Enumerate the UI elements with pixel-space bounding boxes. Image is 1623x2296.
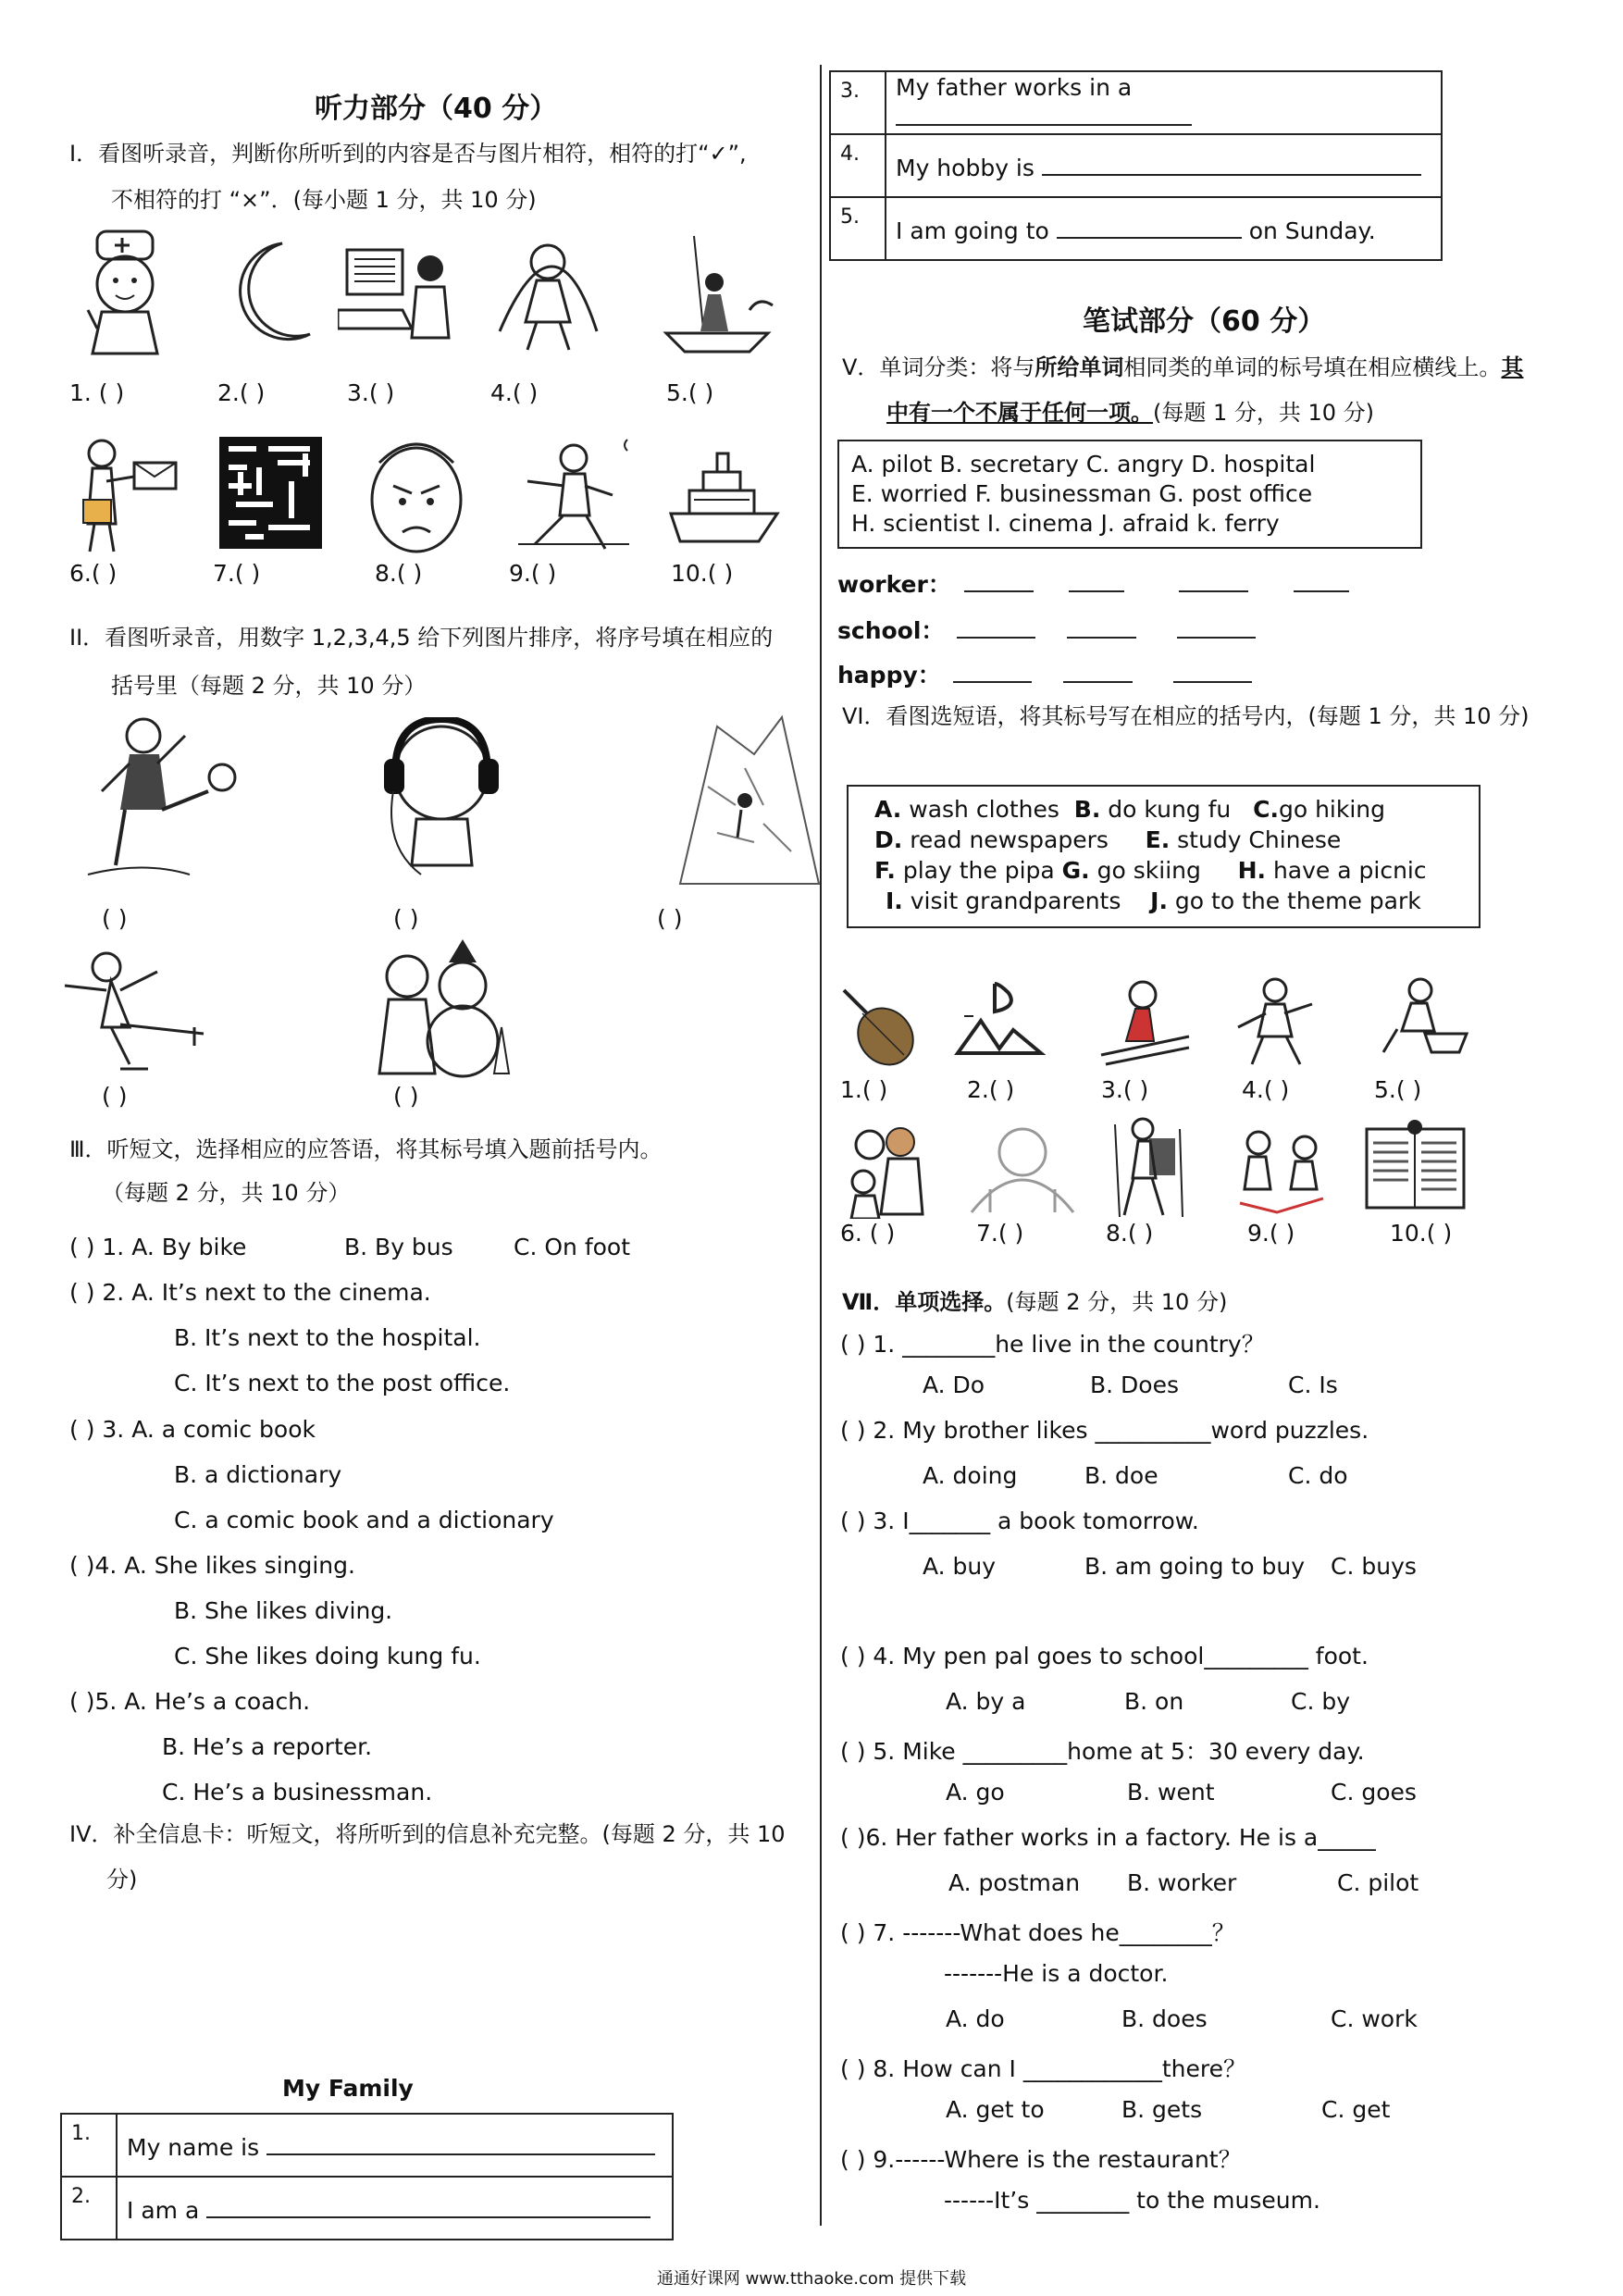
answer-blank[interactable] bbox=[1042, 151, 1421, 176]
info-card-title: My Family bbox=[282, 2075, 414, 2102]
q6-label-8: 8.( ) bbox=[1106, 1220, 1154, 1247]
q1-label-7: 7.( ) bbox=[213, 560, 261, 587]
snowman-picture bbox=[361, 935, 527, 1083]
mountain-climbing-picture bbox=[662, 713, 828, 888]
q7-instruction: Ⅶ．单项选择。(每题 2 分，共 10 分) bbox=[842, 1289, 1228, 1315]
info-card-row bbox=[830, 134, 1442, 197]
q7-item-7-sub: -------He is a doctor. bbox=[944, 1960, 1169, 1987]
q7-item-4-a: A. by a bbox=[946, 1688, 1026, 1715]
answer-blank[interactable] bbox=[964, 567, 1034, 592]
q1-label-3: 3.( ) bbox=[347, 379, 395, 406]
column-divider bbox=[820, 65, 822, 2226]
phrase-line-1: A. wash clothes B. do kung fu C.go hiking bbox=[874, 796, 1386, 823]
ice-skating-girl-picture bbox=[56, 939, 217, 1078]
q6-label-9: 9.( ) bbox=[1247, 1220, 1295, 1247]
category-happy: happy： bbox=[837, 657, 1252, 690]
q7-item-3-a: A. buy bbox=[923, 1553, 997, 1580]
row-text-after: on Sunday. bbox=[1248, 217, 1376, 244]
q7-item-7-c: C. work bbox=[1331, 2005, 1418, 2032]
answer-blank[interactable] bbox=[1173, 658, 1252, 683]
category-worker: worker： bbox=[837, 566, 1349, 600]
q7-item-1-c: C. Is bbox=[1288, 1371, 1338, 1398]
answer-blank[interactable] bbox=[957, 614, 1035, 639]
row-number: 3. bbox=[830, 71, 886, 134]
q7-item-3-b: B. am going to buy bbox=[1084, 1553, 1305, 1580]
q7-item-4-c: C. by bbox=[1291, 1688, 1351, 1715]
chinese-character-picture bbox=[953, 979, 1046, 1067]
q7-item-3-c: C. buys bbox=[1331, 1553, 1417, 1580]
q7-item-6-a: A. postman bbox=[948, 1869, 1081, 1896]
writing-title: 笔试部分（60 分） bbox=[1083, 305, 1326, 338]
q7-item-2-stem: ( ) 2. My brother likes __________word puzzles. bbox=[840, 1417, 1369, 1444]
q1-label-2: 2.( ) bbox=[217, 379, 266, 406]
row-text: My father works in a bbox=[896, 74, 1133, 101]
q6-label-7: 7.( ) bbox=[976, 1220, 1024, 1247]
visiting-grandparents-picture bbox=[837, 1122, 930, 1219]
q3-item-2-stem: ( ) 2. A. It’s next to the cinema. bbox=[69, 1279, 431, 1306]
q3-item-3-c: C. a comic book and a dictionary bbox=[174, 1507, 554, 1533]
q2-instruction-1: II．看图听录音，用数字 1,2,3,4,5 给下列图片排序，将序号填在相应的 bbox=[69, 625, 774, 651]
q6-label-5: 5.( ) bbox=[1374, 1076, 1422, 1103]
q2-paren-4: ( ) bbox=[102, 1083, 128, 1110]
kung-fu-picture bbox=[509, 435, 638, 555]
answer-blank[interactable] bbox=[896, 101, 1192, 126]
word-box-line-2: E. worried F. businessman G. post office bbox=[851, 480, 1313, 507]
q3-item-1-b: B. By bus bbox=[344, 1234, 453, 1260]
q3-instruction-1: Ⅲ．听短文，选择相应的应答语，将其标号填入题前括号内。 bbox=[69, 1136, 663, 1162]
q3-instruction-2: （每题 2 分，共 10 分） bbox=[102, 1180, 351, 1206]
answer-blank[interactable] bbox=[206, 2193, 650, 2218]
row-text: I am a bbox=[127, 2196, 200, 2224]
q7-item-7-a: A. do bbox=[946, 2005, 1005, 2032]
q7-item-1-stem: ( ) 1. ________he live in the country？ bbox=[840, 1331, 1265, 1358]
q7-item-7-stem: ( ) 7. -------What does he________？ bbox=[840, 1919, 1235, 1946]
listening-title: 听力部分（40 分） bbox=[315, 93, 558, 125]
page-footer: 通通好课网 www.tthaoke.com 提供下载 bbox=[656, 2269, 967, 2289]
info-card-row bbox=[830, 197, 1442, 260]
computer-man-picture bbox=[338, 236, 458, 347]
q6-label-10: 10.( ) bbox=[1390, 1220, 1453, 1247]
picnic-picture bbox=[1231, 1120, 1332, 1217]
q1-instruction-1: I．看图听录音，判断你所听到的内容是否与图片相符，相符的打“✓”, bbox=[69, 141, 747, 167]
q7-item-8-c: C. get bbox=[1321, 2096, 1391, 2123]
q7-item-3-stem: ( ) 3. I_______ a book tomorrow. bbox=[840, 1508, 1199, 1534]
q7-item-9-stem: ( ) 9.------Where is the restaurant？ bbox=[840, 2146, 1242, 2173]
q2-paren-3: ( ) bbox=[657, 905, 683, 932]
postman-picture bbox=[65, 435, 185, 555]
q7-item-5-stem: ( ) 5. Mike _________home at 5：30 every day. bbox=[840, 1738, 1365, 1765]
q3-item-5-b: B. He’s a reporter. bbox=[162, 1733, 373, 1760]
row-text: My name is bbox=[127, 2133, 260, 2161]
q7-item-4-b: B. on bbox=[1124, 1688, 1184, 1715]
pipa-picture bbox=[835, 981, 923, 1069]
nurse-picture bbox=[74, 227, 176, 356]
q7-item-2-a: A. doing bbox=[923, 1462, 1018, 1489]
q6-label-2: 2.( ) bbox=[967, 1076, 1015, 1103]
q7-item-5-b: B. went bbox=[1127, 1779, 1215, 1806]
q2-instruction-2: 括号里（每题 2 分，共 10 分） bbox=[111, 673, 427, 699]
q3-item-1-c: C. On foot bbox=[514, 1234, 631, 1260]
word-box-line-3: H. scientist I. cinema J. afraid k. ferry bbox=[851, 510, 1280, 537]
q7-item-8-b: B. gets bbox=[1121, 2096, 1203, 2123]
q7-item-7-b: B. does bbox=[1121, 2005, 1208, 2032]
q3-item-2-c: C. It’s next to the post office. bbox=[174, 1370, 511, 1396]
q1-label-4: 4.( ) bbox=[490, 379, 539, 406]
phrase-line-2: D. read newspapers E. study Chinese bbox=[874, 826, 1342, 853]
q1-label-6: 6.( ) bbox=[69, 560, 118, 587]
q7-item-6-b: B. worker bbox=[1127, 1869, 1237, 1896]
q2-paren-5: ( ) bbox=[393, 1083, 419, 1110]
row-number: 5. bbox=[830, 197, 886, 260]
q6-instruction: VI．看图选短语，将其标号写在相应的括号内，(每题 1 分，共 10 分) bbox=[842, 703, 1530, 729]
q1-label-5: 5.( ) bbox=[666, 379, 714, 406]
q7-item-1-a: A. Do bbox=[923, 1371, 985, 1398]
answer-blank[interactable] bbox=[1063, 658, 1133, 683]
fishing-boat-picture bbox=[657, 231, 777, 356]
phrase-line-4: I. visit grandparents J. go to the theme park bbox=[886, 887, 1421, 914]
q3-item-4-c: C. She likes doing kung fu. bbox=[174, 1643, 481, 1669]
q2-paren-2: ( ) bbox=[393, 905, 419, 932]
row-number: 1. bbox=[61, 2114, 117, 2177]
q7-item-4-stem: ( ) 4. My pen pal goes to school_________ foot. bbox=[840, 1643, 1369, 1669]
info-card-table-left bbox=[60, 2113, 674, 2240]
info-card-row bbox=[830, 71, 1442, 134]
info-card-table-right bbox=[829, 70, 1443, 261]
q7-item-1-b: B. Does bbox=[1090, 1371, 1179, 1398]
row-number: 2. bbox=[61, 2177, 117, 2240]
row-text: My hobby is bbox=[896, 154, 1035, 181]
answer-blank[interactable] bbox=[1179, 567, 1248, 592]
q1-instruction-2: 不相符的打 “×”．(每小题 1 分，共 10 分) bbox=[111, 187, 537, 213]
newspaper-picture bbox=[1362, 1120, 1468, 1212]
q1-label-9: 9.( ) bbox=[509, 560, 557, 587]
q3-item-2-b: B. It’s next to the hospital. bbox=[174, 1324, 481, 1351]
q7-item-6-stem: ( )6. Her father works in a factory. He is a_____ bbox=[840, 1824, 1376, 1851]
angry-face-picture bbox=[361, 435, 472, 555]
skipping-girl-picture bbox=[490, 230, 606, 359]
q2-paren-1: ( ) bbox=[102, 905, 128, 932]
q7-item-2-c: C. do bbox=[1288, 1462, 1348, 1489]
q7-item-5-a: A. go bbox=[946, 1779, 1005, 1806]
info-card-row bbox=[61, 2114, 673, 2177]
q1-label-8: 8.( ) bbox=[375, 560, 423, 587]
theme-park-picture bbox=[967, 1124, 1078, 1217]
q7-item-6-c: C. pilot bbox=[1337, 1869, 1419, 1896]
q7-item-8-a: A. get to bbox=[946, 2096, 1045, 2123]
row-number: 4. bbox=[830, 134, 886, 197]
q4-instruction-1: IV．补全信息卡：听短文，将所听到的信息补充完整。(每题 2 分，共 10 bbox=[69, 1821, 786, 1847]
answer-blank[interactable] bbox=[1069, 567, 1124, 592]
q3-item-1-stem: ( ) 1. A. By bike bbox=[69, 1234, 247, 1260]
football-player-picture bbox=[79, 713, 245, 884]
q6-label-3: 3.( ) bbox=[1101, 1076, 1149, 1103]
q3-item-4-b: B. She likes diving. bbox=[174, 1597, 393, 1624]
q3-item-4-stem: ( )4. A. She likes singing. bbox=[69, 1552, 355, 1579]
answer-blank[interactable] bbox=[1294, 567, 1349, 592]
hiking-picture bbox=[1101, 1115, 1189, 1222]
q3-item-3-stem: ( ) 3. A. a comic book bbox=[69, 1416, 316, 1443]
info-card-row bbox=[61, 2177, 673, 2240]
answer-blank[interactable] bbox=[953, 658, 1032, 683]
q7-item-5-c: C. goes bbox=[1331, 1779, 1417, 1806]
answer-blank[interactable] bbox=[266, 2130, 655, 2155]
tai-chi-picture bbox=[1231, 976, 1319, 1069]
q6-phrase-box bbox=[847, 785, 1481, 928]
answer-blank[interactable] bbox=[1177, 614, 1256, 639]
q6-label-4: 4.( ) bbox=[1242, 1076, 1290, 1103]
answer-blank[interactable] bbox=[1067, 614, 1136, 639]
category-school: school： bbox=[837, 613, 1256, 646]
word-box-line-1: A. pilot B. secretary C. angry D. hospital bbox=[851, 451, 1316, 478]
q4-instruction-2: 分) bbox=[106, 1867, 138, 1893]
q5-word-box bbox=[837, 440, 1422, 549]
q7-item-9-sub: ------It’s ________ to the museum. bbox=[944, 2187, 1320, 2214]
q5-instruction-2: 中有一个不属于任何一项。(每题 1 分，共 10 分) bbox=[886, 400, 1375, 426]
word-puzzle-picture bbox=[217, 435, 324, 551]
q6-label-6: 6. ( ) bbox=[840, 1220, 896, 1247]
q6-label-1: 1.( ) bbox=[840, 1076, 888, 1103]
q3-item-5-c: C. He’s a businessman. bbox=[162, 1779, 433, 1806]
headphones-boy-picture bbox=[375, 717, 509, 888]
q7-item-8-stem: ( ) 8. How can I ____________there？ bbox=[840, 2055, 1247, 2082]
ferry-picture bbox=[666, 435, 782, 551]
moon-picture bbox=[217, 236, 319, 347]
q1-label-10: 10.( ) bbox=[671, 560, 734, 587]
q5-instruction-1: V．单词分类：将与所给单词相同类的单词的标号填在相应横线上。其 bbox=[842, 354, 1524, 380]
q3-item-3-b: B. a dictionary bbox=[174, 1461, 342, 1488]
q1-label-1: 1. ( ) bbox=[69, 379, 125, 406]
phrase-line-3: F. play the pipa G. go skiing H. have a picnic bbox=[874, 857, 1427, 884]
row-text: I am going to bbox=[896, 217, 1049, 244]
washing-clothes-picture bbox=[1374, 974, 1476, 1061]
q3-item-5-stem: ( )5. A. He’s a coach. bbox=[69, 1688, 311, 1715]
q7-item-2-b: B. doe bbox=[1084, 1462, 1158, 1489]
answer-blank[interactable] bbox=[1057, 214, 1242, 239]
skiing-picture bbox=[1096, 976, 1194, 1069]
